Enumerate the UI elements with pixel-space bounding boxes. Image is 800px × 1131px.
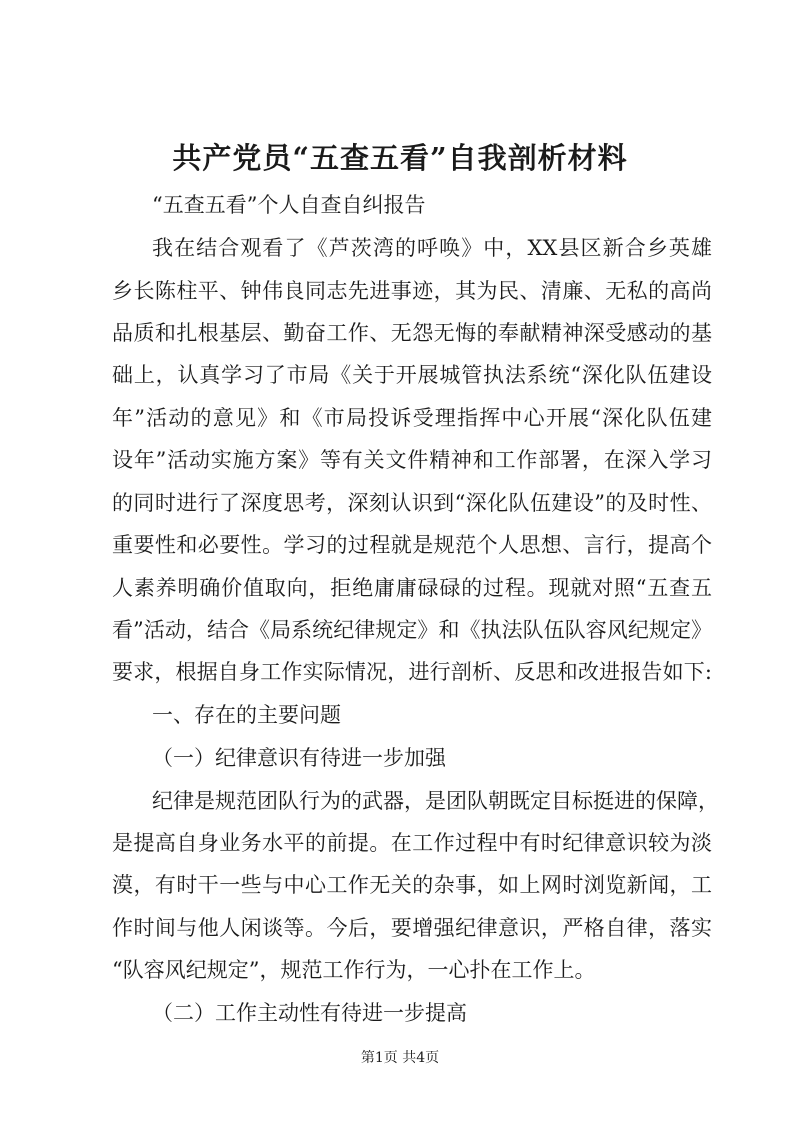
paragraph-line: 看”活动，结合《局系统纪律规定》和《执法队伍队容风纪规定》: [112, 618, 712, 642]
paragraph-line: 纪律是规范团队行为的武器，是团队朝既定目标挺进的保障，: [152, 789, 719, 813]
paragraph-line: 年”活动的意见》和《市局投诉受理指挥中心开展“深化队伍建: [112, 406, 712, 430]
document-title: 共产党员“五查五看”自我剖析材料: [172, 141, 628, 175]
paragraph-line: 我在结合观看了《芦茨湾的呼唤》中，XX县区新合乡英雄: [152, 236, 712, 260]
paragraph-line: 的同时进行了深度思考，深刻认识到“深化队伍建设”的及时性、: [112, 491, 712, 515]
subsection-heading: （一）纪律意识有待进一步加强: [152, 746, 446, 770]
paragraph-line: 要求，根据自身工作实际情况，进行剖析、反思和改进报告如下:: [112, 660, 712, 684]
paragraph-line: 作时间与他人闲谈等。今后，要增强纪律意识，严格自律，落实: [112, 916, 712, 940]
paragraph-line: “队容风纪规定”，规范工作行为，一心扑在工作上。: [112, 958, 596, 982]
paragraph-line: 是提高自身业务水平的前提。在工作过程中有时纪律意识较为淡: [112, 831, 712, 855]
section-heading: 一、存在的主要问题: [152, 703, 341, 727]
paragraph-line: 人素养明确价值取向，拒绝庸庸碌碌的过程。现就对照“五查五: [112, 576, 712, 600]
paragraph-line: 重要性和必要性。学习的过程就是规范个人思想、言行，提高个: [112, 533, 712, 557]
paragraph-line: 础上，认真学习了市局《关于开展城管执法系统“深化队伍建设: [112, 363, 712, 387]
page-footer: 第1页 共4页: [360, 1050, 440, 1066]
paragraph-line: 品质和扎根基层、勤奋工作、无怨无悔的奉献精神深受感动的基: [112, 321, 712, 345]
paragraph-line: 乡长陈柱平、钟伟良同志先进事迹，其为民、清廉、无私的高尚: [112, 279, 712, 303]
subsection-heading: （二）工作主动性有待进一步提高: [152, 1001, 467, 1025]
paragraph-line: 设年”活动实施方案》等有关文件精神和工作部署，在深入学习: [112, 448, 712, 472]
paragraph-line: 漠，有时干一些与中心工作无关的杂事，如上网时浏览新闻，工: [112, 873, 712, 897]
document-subtitle: “五查五看”个人自查自纠报告: [152, 193, 426, 217]
